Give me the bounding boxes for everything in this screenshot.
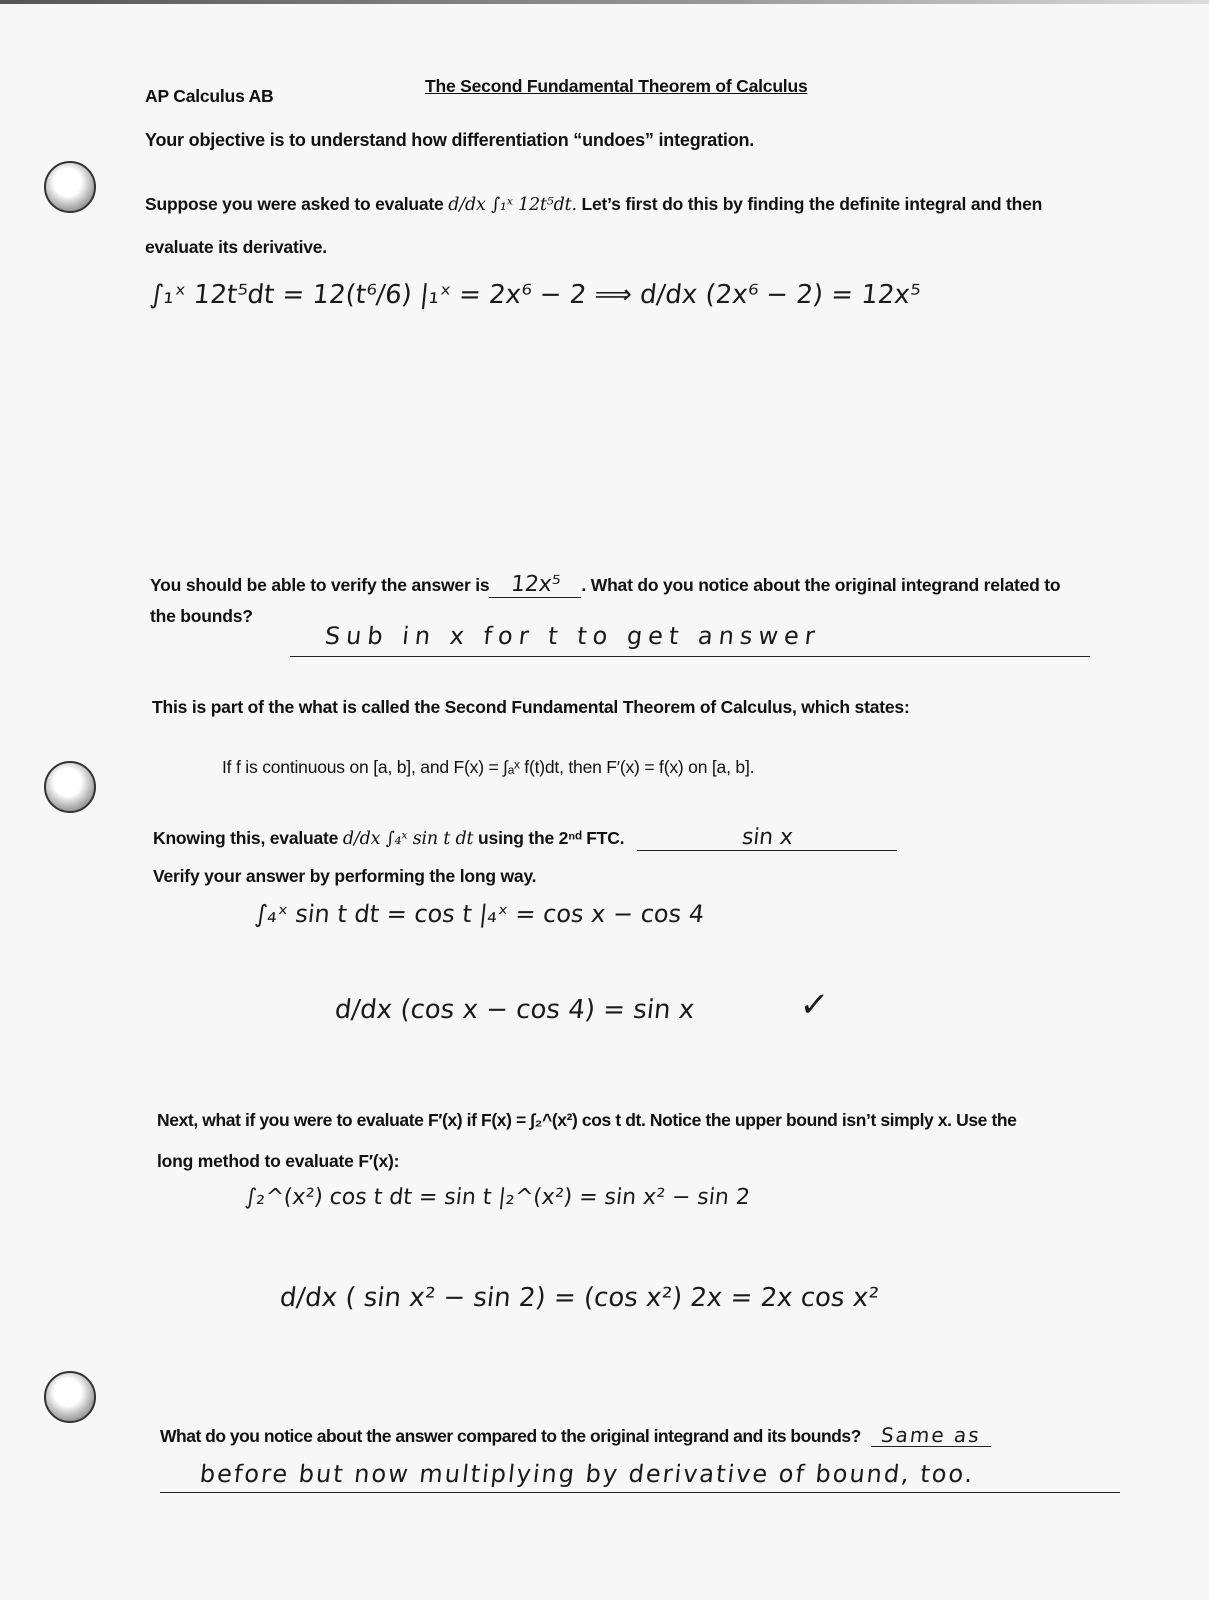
prompt-text: using the 2ⁿᵈ FTC. (478, 828, 625, 848)
handwritten-answer: sin x (740, 825, 794, 850)
math-expression: d/dx ∫₁ˣ 12t⁵dt. (448, 195, 577, 215)
answer-line (160, 1492, 1120, 1493)
check-mark: ✓ (797, 985, 831, 1025)
verify-prompt-cont: the bounds? (150, 606, 253, 626)
math-expression: d/dx ∫₄ˣ sin t dt (342, 829, 474, 849)
answer-line (290, 656, 1090, 657)
handwritten-work: d/dx (cos x − cos 4) = sin x (333, 995, 696, 1025)
prompt-text: Knowing this, evaluate (153, 828, 339, 848)
part3-prompt-cont: long method to evaluate F′(x): (157, 1151, 400, 1171)
handwritten-work: ∫₂^(x²) cos t dt = sin t |₂^(x²) = sin x² − sin 2 (243, 1185, 752, 1210)
verify-prompt (150, 573, 1060, 598)
answer-blank (489, 573, 581, 598)
part1-prompt (145, 194, 1042, 215)
punch-hole (44, 1371, 96, 1423)
punch-hole (44, 761, 96, 813)
part3-prompt: Next, what if you were to evaluate F′(x) if F(x) = ∫₂^(x²) cos t dt. Notice the upper bound isn’t simply x. Use the (157, 1110, 1017, 1130)
handwritten-answer: 12x⁵ (509, 572, 562, 597)
theorem-intro: This is part of the what is called the Second Fundamental Theorem of Calculus, which states: (152, 697, 910, 717)
part2-prompt (153, 826, 897, 851)
objective: Your objective is to understand how differentiation “undoes” integration. (145, 130, 755, 150)
title-text: The Second Fundamental Theorem of Calculus (425, 76, 808, 96)
verify-instruction: Verify your answer by performing the long way. (153, 866, 537, 886)
punch-hole (44, 161, 96, 213)
handwritten-answer: Sub in x for t to get answer (323, 622, 823, 650)
course-label: AP Calculus AB (145, 86, 274, 106)
prompt-text: You should be able to verify the answer is (150, 575, 490, 595)
part3-question-row (160, 1424, 991, 1447)
handwritten-answer: before but now multiplying by derivative of bound, too. (198, 1460, 976, 1488)
handwritten-work: ∫₄ˣ sin t dt = cos t |₄ˣ = cos x − cos 4 (253, 900, 706, 928)
handwritten-work: d/dx ( sin x² − sin 2) = (cos x²) 2x = 2x cos x² (278, 1283, 881, 1313)
theorem-statement: If f is continuous on [a, b], and F(x) = ∫ₐˣ f(t)dt, then F′(x) = f(x) on [a, b]. (222, 757, 755, 777)
scan-edge (0, 0, 1209, 4)
prompt-text: . What do you notice about the original integrand related to (581, 575, 1061, 595)
prompt-text: Suppose you were asked to evaluate (145, 194, 444, 214)
part3-question: What do you notice about the answer compared to the original integrand and its bounds? (160, 1426, 861, 1446)
prompt-text: Let’s first do this by finding the definite integral and then (581, 194, 1043, 214)
answer-blank (637, 826, 897, 851)
handwritten-work: ∫₁ˣ 12t⁵dt = 12(t⁶/6) |₁ˣ = 2x⁶ − 2 ⟹ d/dx (2x⁶ − 2) = 12x⁵ (148, 280, 922, 310)
part1-prompt-cont: evaluate its derivative. (145, 237, 327, 257)
answer-blank (871, 1424, 991, 1447)
page-title (425, 76, 808, 97)
handwritten-answer: Same as (880, 1423, 983, 1447)
